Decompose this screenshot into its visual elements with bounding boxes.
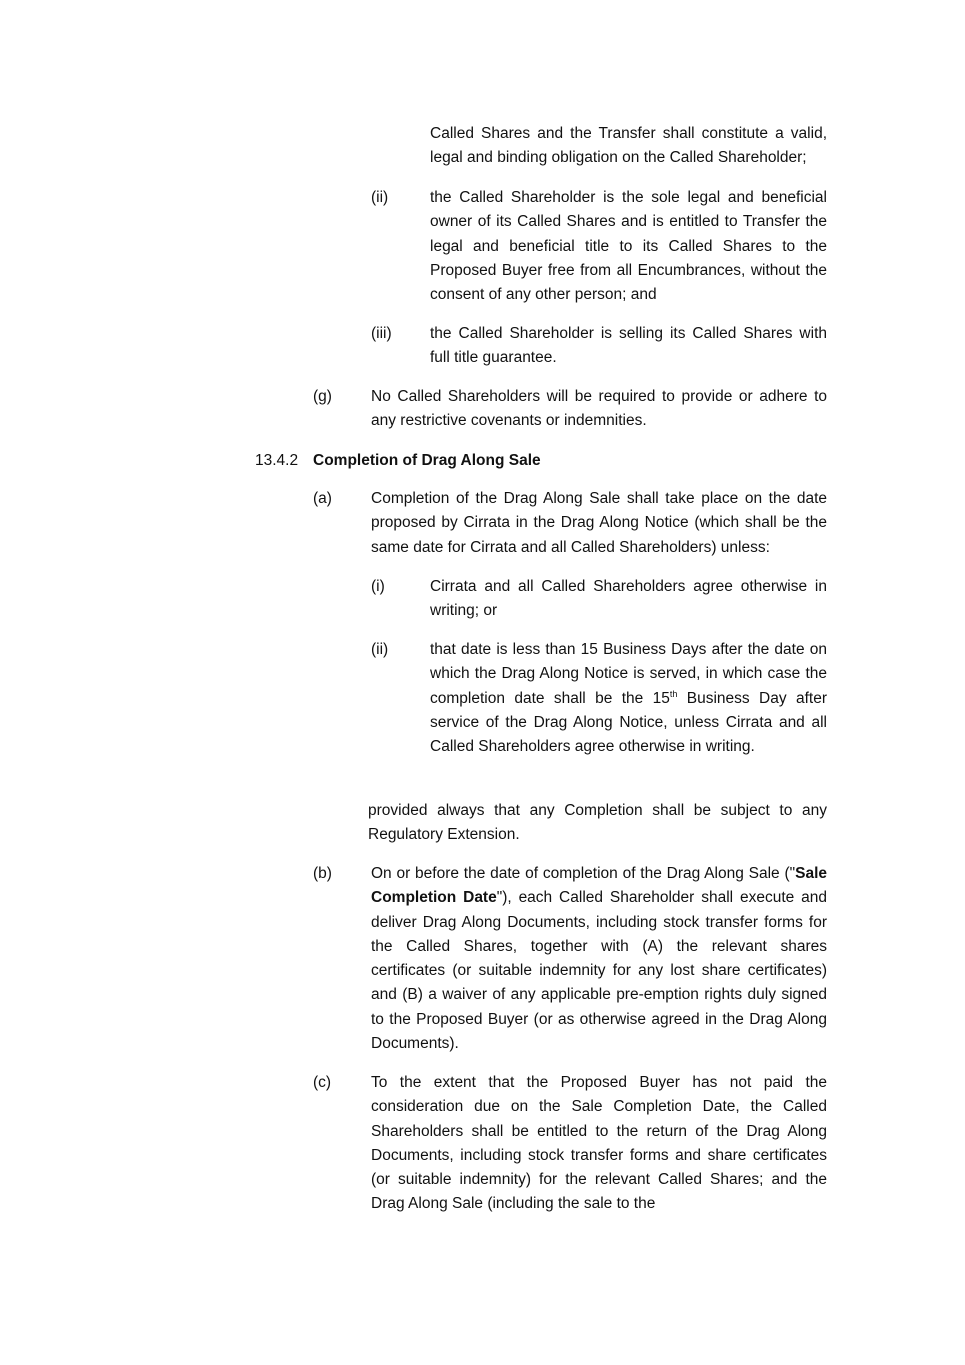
clause-number-iii: (iii) [371,325,392,342]
clause-text-a-ii-part1: that date is less than 15 Business Days after the date on which the Drag Along Notice is served, in which case the completion date shall be the 15 [430,641,827,707]
clause-text-b-part2: "), each Called Shareholder shall execute and deliver Drag Along Documents, including stock transfer forms for the Called Shares, together with (A) the relevant shares certificates (or suitable indemnity for any lost share certificates) and (B) a waiver of any applicable pre-emption rights duly signed to the Proposed Buyer (or as otherwise agreed in the Drag Along Documents). [371,889,827,1053]
clause-text-ii: the Called Shareholder is the sole legal and beneficial owner of its Called Shares and is entitled to Transfer the legal and beneficial title to its Called Shares to the Proposed Buyer free from all Encumbrances, without the consent of any other person; and [430,189,827,304]
clause-number-a-i: (i) [371,578,385,595]
clause-text-a-ii-part2: Business Day after service of the Drag Along Notice, unless Cirrata and all Called Shareholders agree otherwise in writing. [430,689,827,756]
clause-text-c: To the extent that the Proposed Buyer has not paid the consideration due on the Sale Completion Date, the Called Shareholders shall be entitled to the return of the Drag Along Documents, including stock transfer forms and share certificates (or suitable indemnity) for the relevant Called Shares; and the Drag Along Sale (including the sale to the [371,1074,827,1213]
section-number: 13.4.2 [255,452,299,469]
clause-text-iii: the Called Shareholder is selling its Called Shares with full title guarantee. [430,325,827,367]
defined-term: Sale Completion Date [371,865,827,907]
clause-text-a-ii [430,638,827,759]
clause-text-a-i: Cirrata and all Called Shareholders agree otherwise in writing; or [430,578,827,620]
continued-clause-text: Called Shares and the Transfer shall constitute a valid, legal and binding obligation on the Called Shareholder; [430,125,827,167]
proviso-text: provided always that any Completion shall be subject to any Regulatory Extension. [368,802,827,844]
clause-number-a-ii: (ii) [371,641,389,658]
clause-number-g: (g) [313,388,332,405]
ordinal-suffix: th [669,688,678,699]
clause-text-a: Completion of the Drag Along Sale shall take place on the date proposed by Cirrata in the Drag Along Notice (which shall be the same date for Cirrata and all Called Shareholders) unless: [371,490,827,556]
clause-text-b [371,862,827,1056]
clause-number-ii: (ii) [371,189,389,206]
clause-text-g: No Called Shareholders will be required to provide or adhere to any restrictive covenants or indemnities. [371,388,827,430]
clause-text-b-part1: On or before the date of completion of the Drag Along Sale (" [371,865,796,882]
section-heading: Completion of Drag Along Sale [313,452,541,469]
clause-number-c: (c) [313,1074,332,1091]
clause-number-b: (b) [313,865,332,882]
clause-number-a: (a) [313,490,332,507]
